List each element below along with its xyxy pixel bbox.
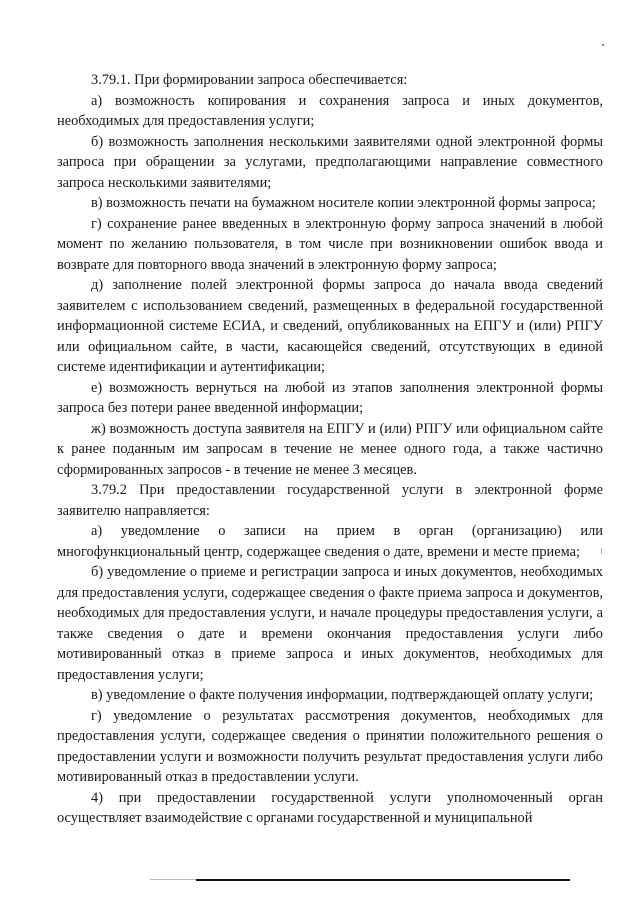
clause-item-a: а) возможность копирования и сохранения запроса и иных документов, необходимых для предоставления услуги; — [57, 92, 603, 129]
clause-3-79-1-heading: 3.79.1. При формировании запроса обеспечивается: — [91, 72, 408, 88]
page-bottom-rule — [196, 879, 570, 881]
page-bottom-rule-faint — [150, 879, 196, 880]
notice-item-v: в) уведомление о факте получения информации, подтверждающей оплату услуги; — [91, 687, 594, 703]
clause-item-e: е) возможность вернуться на любой из этапов заполнения электронной формы запроса без потери ранее введенной информации; — [57, 379, 603, 416]
clause-item-d: д) заполнение полей электронной формы запроса до начала ввода сведений заявителем с использованием сведений, размещенных в федеральной государственной информационной системе ЕСИА, и сведений, опубликованных на ЕПГУ и (или) РПГУ или официальном сайте, в части, касающейся сведений, отсутствующих в единой системе идентификации и аутентификации; — [57, 277, 603, 375]
notice-item-b: б) уведомление о приеме и регистрации запроса и иных документов, необходимых для предоставления услуги, содержащее сведения о факте приема запроса и документов, необходимых для предоставления услуги, и начале процедуры предоставления услуги, а также сведения о дате и времени окончания предоставления услуги либо мотивированный отказ в приеме запроса и иных документов, необходимых для предоставления услуги; — [57, 564, 603, 683]
notice-item-g: г) уведомление о результатах рассмотрения документов, необходимых для предоставления услуги, содержащее сведения о принятии положительного решения о предоставлении услуги и возможности получить результат предоставления услуги либо мотивированный отказ в предоставлении услуги. — [57, 707, 603, 785]
notice-item-a: а) уведомление о записи на прием в орган (организацию) или многофункциональный центр, содержащее сведения о дате, времени и месте приема; — [57, 523, 603, 560]
clause-item-b: б) возможность заполнения несколькими заявителями одной электронной формы запроса при обращении за услугами, предполагающими направление совместного запроса несколькими заявителями; — [57, 133, 603, 191]
clause-3-79-2-heading: 3.79.2 При предоставлении государственной услуги в электронной форме заявителю направляется: — [57, 482, 603, 519]
clause-item-g: г) сохранение ранее введенных в электронную форму запроса значений в любой момент по желанию пользователя, в том числе при возникновении ошибок ввода и возврате для повторного ввода значений в электронную форму запроса; — [57, 215, 603, 273]
document-page — [57, 70, 603, 829]
clause-item-v: в) возможность печати на бумажном носителе копии электронной формы запроса; — [91, 195, 596, 211]
scan-speck — [602, 44, 604, 46]
clause-item-zh: ж) возможность доступа заявителя на ЕПГУ и (или) РПГУ или официальном сайте к ранее поданным им запросам в течение не менее одного года, а также частично сформированных запросов - в течение не менее 3 месяцев. — [57, 420, 603, 478]
clause-4-text: 4) при предоставлении государственной услуги уполномоченный орган осуществляет взаимодействие с органами государственной и муниципальной — [57, 789, 603, 826]
